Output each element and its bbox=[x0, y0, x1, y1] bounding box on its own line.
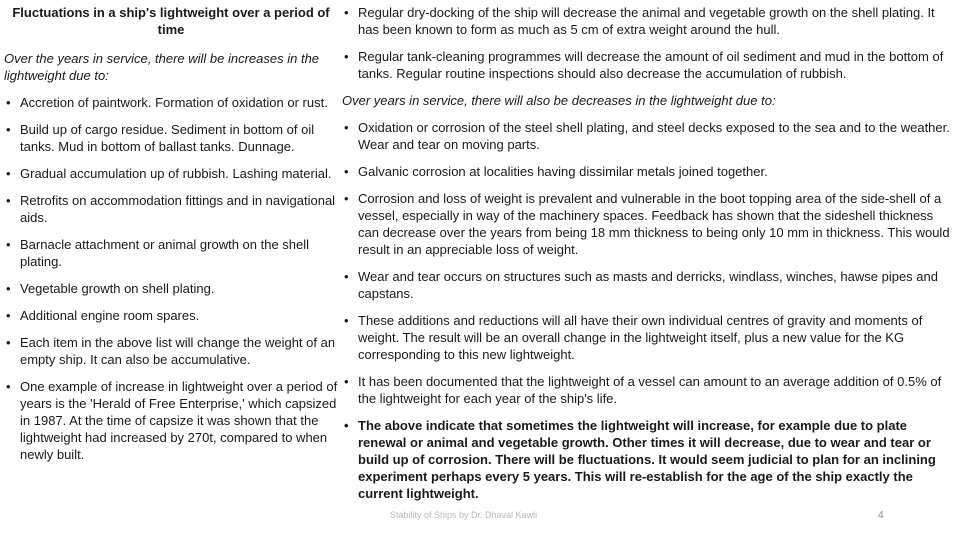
bullet-icon: • bbox=[6, 166, 11, 181]
bullet-icon: • bbox=[344, 191, 349, 206]
conclusion-item: • The above indicate that sometimes the lightweight will increase, for example due to plate renewal or animal and vegetable growth. Other times it will decrease, due to wear and tear or build up of corrosion. There will be fluctuations. It would seem judicial to plan for an inclining experiment perhaps every 5 years. This will re-establish for the age of the ship exactly the current lightweight. bbox=[344, 418, 936, 501]
list-item: • Wear and tear occurs on structures such as masts and derricks, windlass, winches, hawse pipes and capstans. bbox=[344, 269, 938, 301]
list-item: • One example of increase in lightweight over a period of years is the 'Herald of Free Enterprise,' which capsized in 1987. At the time of capsize it was shown that the lightweight had increased by 270t, compared to when newly built. bbox=[6, 379, 338, 462]
bullet-icon: • bbox=[6, 95, 11, 110]
bullet-icon: • bbox=[344, 269, 349, 284]
list-item: • Retrofits on accommodation fittings and in navigational aids. bbox=[6, 193, 336, 225]
bullet-icon: • bbox=[6, 308, 11, 323]
page-number: 4 bbox=[878, 510, 884, 521]
list-item: • Corrosion and loss of weight is prevalent and vulnerable in the boot topping area of the side-shell of a vessel, especially in way of the machinery spaces. Feedback has shown that the sideshell thickness can decrease over the years from being 18 mm thickness to being only 10 mm in thickness. This would result in an appreciable loss of weight. bbox=[344, 191, 950, 257]
list-item: • Build up of cargo residue. Sediment in bottom of oil tanks. Mud in bottom of ballast tanks. Dunnage. bbox=[6, 122, 315, 154]
increases-intro: Over the years in service, there will be increases in the lightweight due to: bbox=[4, 51, 320, 83]
list-item: • Regular tank-cleaning programmes will decrease the amount of oil sediment and mud in the bottom of tanks. Regular routine inspections should also decrease the accumulation of rubbish. bbox=[344, 49, 944, 81]
bullet-icon: • bbox=[344, 5, 349, 20]
decreases-intro: Over years in service, there will also be decreases in the lightweight due to: bbox=[342, 93, 776, 108]
bullet-icon: • bbox=[344, 164, 349, 179]
bullet-icon: • bbox=[344, 49, 349, 64]
bullet-icon: • bbox=[6, 122, 11, 137]
bullet-icon: • bbox=[344, 374, 349, 389]
list-item: • Barnacle attachment or animal growth on the shell plating. bbox=[6, 237, 310, 269]
bullet-icon: • bbox=[6, 335, 11, 350]
list-item: • Gradual accumulation up of rubbish. Lashing material. bbox=[6, 166, 332, 181]
bullet-icon: • bbox=[344, 120, 349, 135]
list-item: • Regular dry-docking of the ship will decrease the animal and vegetable growth on the shell plating. It has been known to form as much as 5 cm of extra weight around the hull. bbox=[344, 5, 935, 37]
bullet-icon: • bbox=[6, 237, 11, 252]
list-item: • Accretion of paintwork. Formation of oxidation or rust. bbox=[6, 95, 328, 110]
bullet-icon: • bbox=[6, 379, 11, 394]
left-column bbox=[4, 4, 338, 473]
list-item: • Additional engine room spares. bbox=[6, 308, 200, 323]
slide-title: Fluctuations in a ship's lightweight over a period of time bbox=[12, 5, 330, 37]
list-item: • Each item in the above list will change the weight of an empty ship. It can also be accumulative. bbox=[6, 335, 336, 367]
list-item: • Oxidation or corrosion of the steel shell plating, and steel decks exposed to the sea and to the weather. Wear and tear on moving parts. bbox=[344, 120, 950, 152]
right-column bbox=[342, 4, 956, 512]
list-item: • It has been documented that the lightweight of a vessel can amount to an average addition of 0.5% of the lightweight for each year of the ship's life. bbox=[344, 374, 942, 406]
bullet-icon: • bbox=[6, 193, 11, 208]
list-item: • Vegetable growth on shell plating. bbox=[6, 281, 215, 296]
footer-text: Stability of Ships by Dr. Dhaval Kawli bbox=[390, 510, 538, 520]
list-item: • These additions and reductions will all have their own individual centres of gravity and moments of weight. The result will be an overall change in the lightweight itself, plus a new value for the KG corresponding to this new lightweight. bbox=[344, 313, 923, 362]
bullet-icon: • bbox=[344, 418, 349, 433]
list-item: • Galvanic corrosion at localities having dissimilar metals joined together. bbox=[344, 164, 768, 179]
bullet-icon: • bbox=[6, 281, 11, 296]
bullet-icon: • bbox=[344, 313, 349, 328]
